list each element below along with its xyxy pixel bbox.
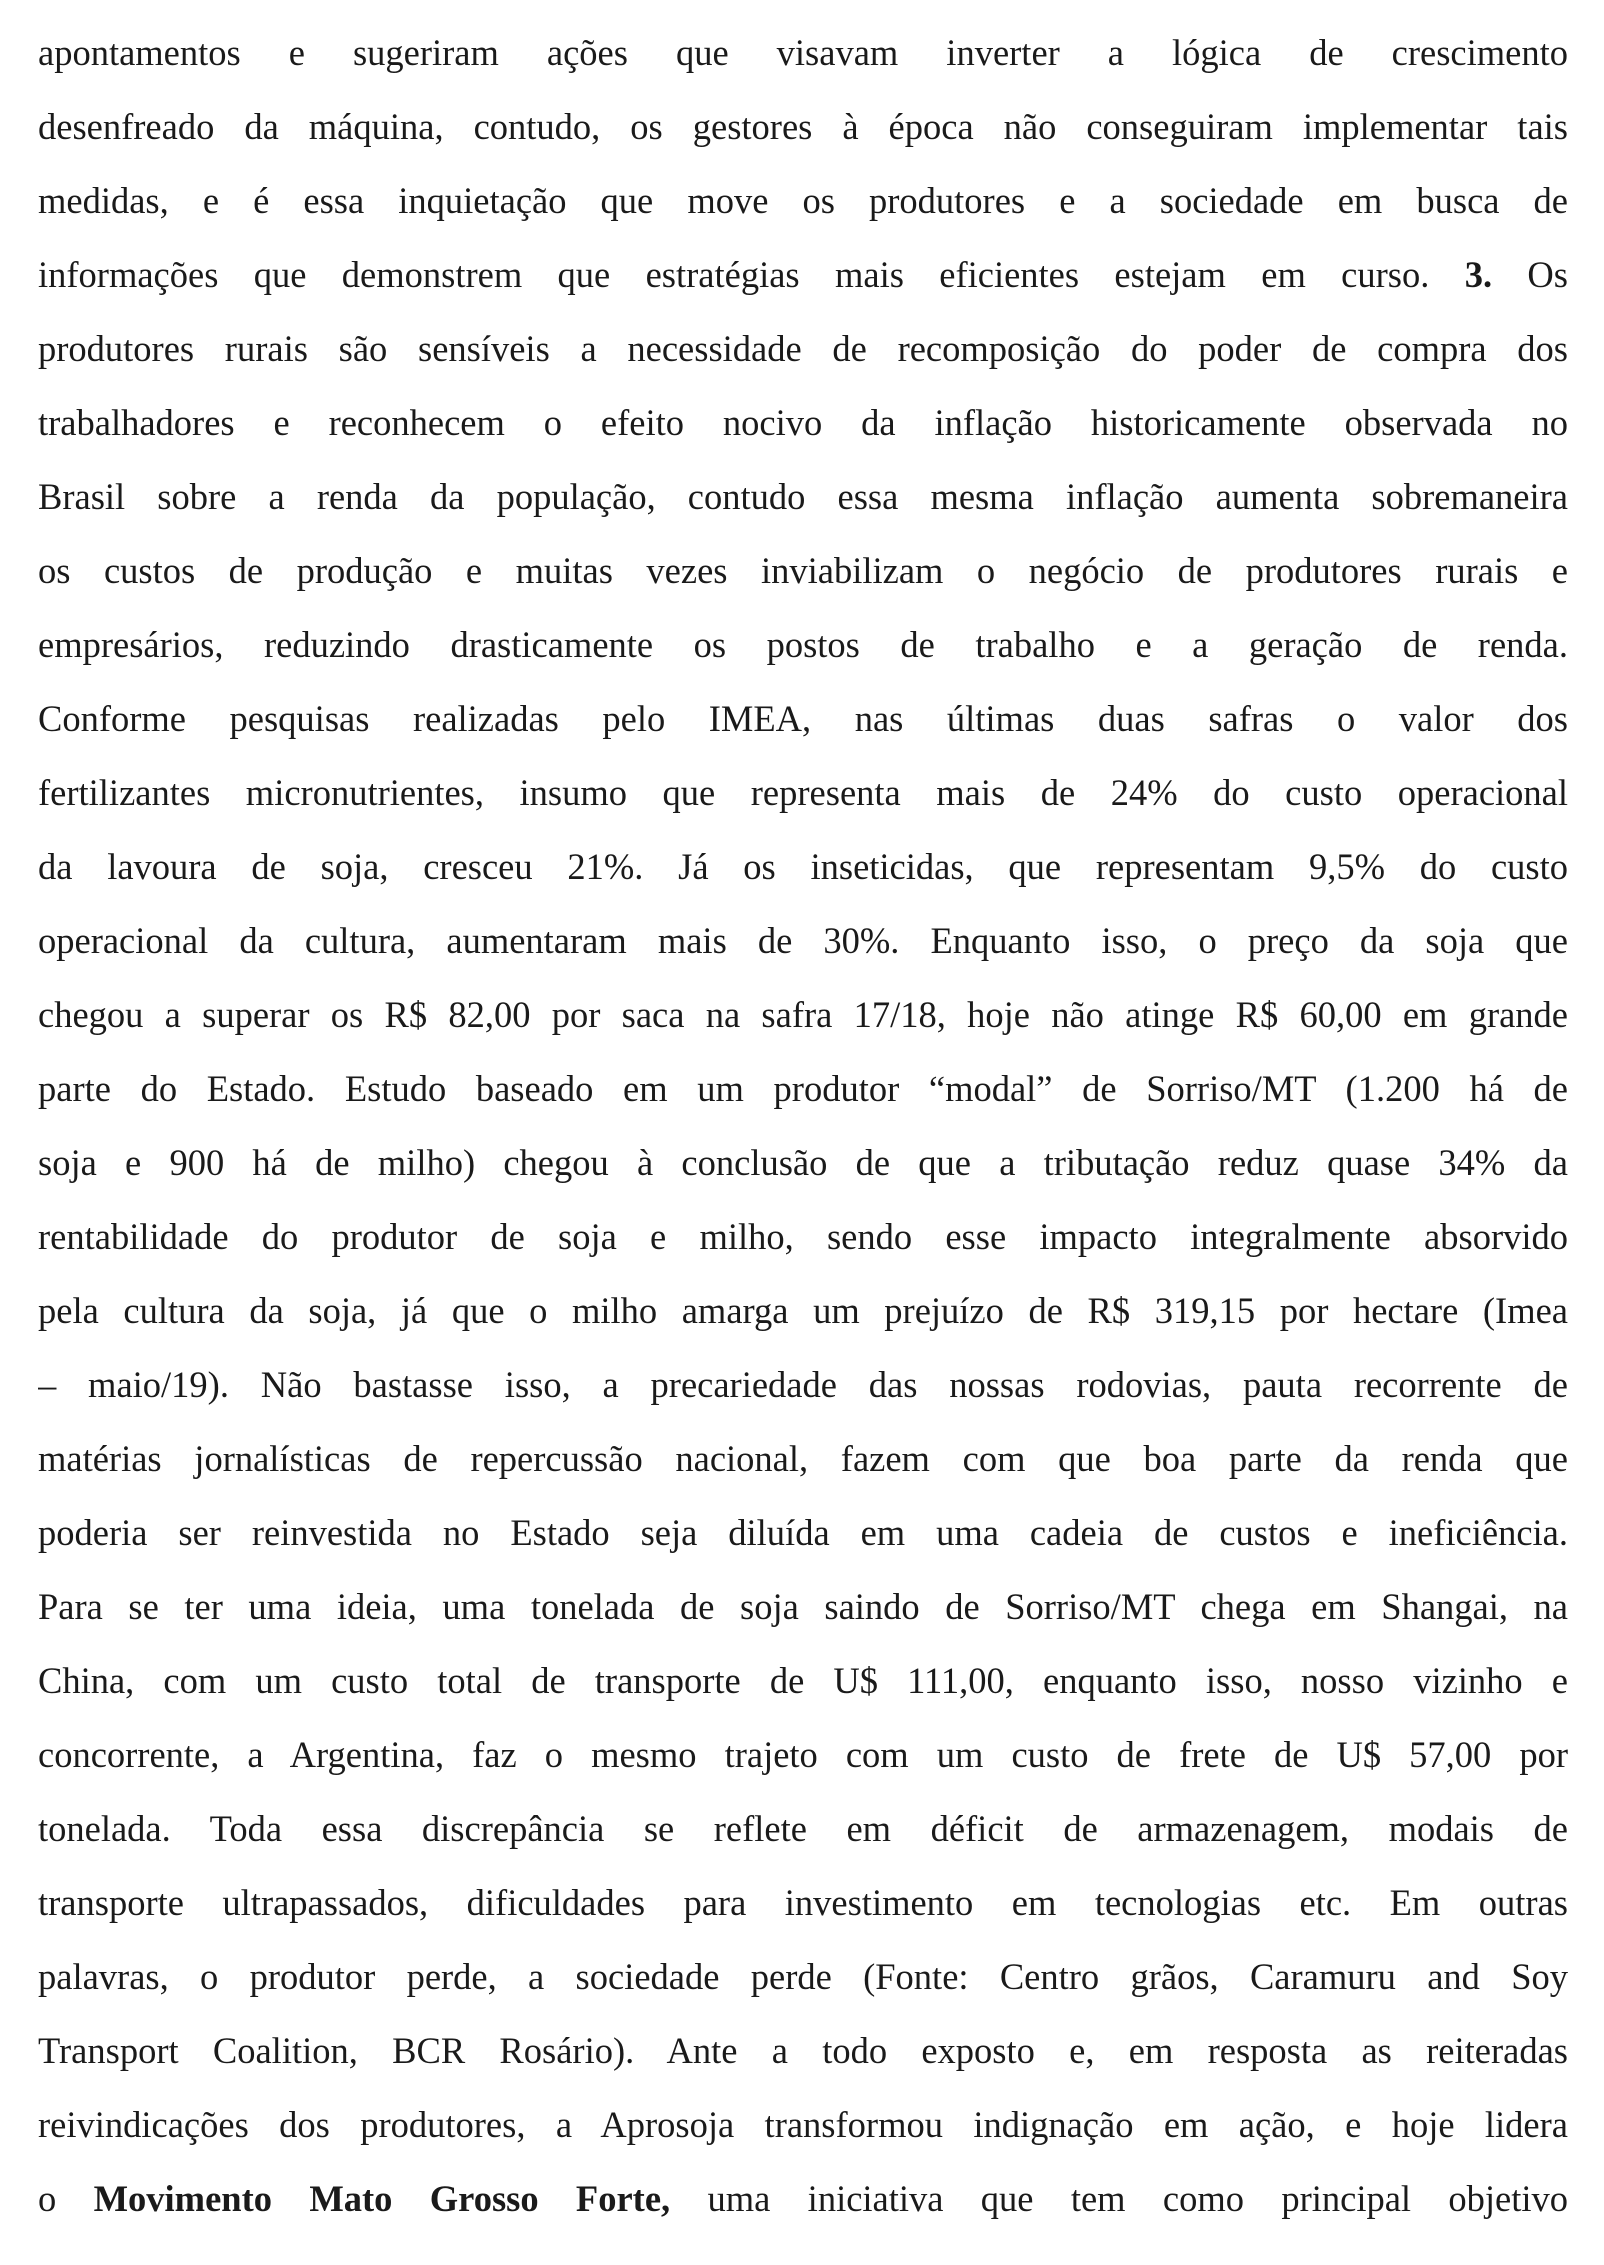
text-line bbox=[38, 904, 1568, 978]
text-run: Transport Coalition, BCR Rosário). Ante a todo exposto e, em resposta as reiteradas bbox=[38, 2030, 1568, 2071]
text-run: chegou a superar os R$ 82,00 por saca na safra 17/18, hoje não atinge R$ 60,00 em grande bbox=[38, 994, 1568, 1035]
text-line bbox=[38, 2162, 1568, 2236]
text-run: o bbox=[38, 2178, 94, 2219]
text-run: tonelada. Toda essa discrepância se reflete em déficit de armazenagem, modais de bbox=[38, 1808, 1568, 1849]
text-run: medidas, e é essa inquietação que move os produtores e a sociedade em busca de bbox=[38, 180, 1568, 221]
text-run: matérias jornalísticas de repercussão nacional, fazem com que boa parte da renda que bbox=[38, 1438, 1568, 1479]
bold-text-run: 3. bbox=[1464, 254, 1493, 295]
text-line bbox=[38, 1052, 1568, 1126]
text-line bbox=[38, 2088, 1568, 2162]
text-run: Os bbox=[1492, 254, 1568, 295]
text-line bbox=[38, 534, 1568, 608]
text-line bbox=[38, 1348, 1568, 1422]
text-line bbox=[38, 312, 1568, 386]
text-run: uma iniciativa que tem como principal objetivo bbox=[670, 2178, 1568, 2219]
text-run: trabalhadores e reconhecem o efeito nocivo da inflação historicamente observada no bbox=[38, 402, 1568, 443]
text-run: reivindicações dos produtores, a Aprosoja transformou indignação em ação, e hoje lidera bbox=[38, 2104, 1568, 2145]
text-line bbox=[38, 164, 1568, 238]
text-run: soja e 900 há de milho) chegou à conclusão de que a tributação reduz quase 34% da bbox=[38, 1142, 1568, 1183]
text-line bbox=[38, 1274, 1568, 1348]
document-body bbox=[38, 16, 1568, 2236]
text-run: os custos de produção e muitas vezes inviabilizam o negócio de produtores rurais e bbox=[38, 550, 1568, 591]
text-line bbox=[38, 682, 1568, 756]
text-run: palavras, o produtor perde, a sociedade perde (Fonte: Centro grãos, Caramuru and Soy bbox=[38, 1956, 1568, 1997]
text-run: empresários, reduzindo drasticamente os postos de trabalho e a geração de renda. bbox=[38, 624, 1568, 665]
text-line bbox=[38, 238, 1568, 312]
text-run: Conforme pesquisas realizadas pelo IMEA, nas últimas duas safras o valor dos bbox=[38, 698, 1568, 739]
text-run: Para se ter uma ideia, uma tonelada de soja saindo de Sorriso/MT chega em Shangai, na bbox=[38, 1586, 1568, 1627]
text-line bbox=[38, 460, 1568, 534]
text-run: produtores rurais são sensíveis a necessidade de recomposição do poder de compra dos bbox=[38, 328, 1568, 369]
text-run: informações que demonstrem que estratégias mais eficientes estejam em curso. bbox=[38, 254, 1465, 295]
text-line bbox=[38, 756, 1568, 830]
text-line bbox=[38, 90, 1568, 164]
text-run: Brasil sobre a renda da população, contudo essa mesma inflação aumenta sobremaneira bbox=[38, 476, 1568, 517]
text-line bbox=[38, 978, 1568, 1052]
text-run: da lavoura de soja, cresceu 21%. Já os inseticidas, que representam 9,5% do custo bbox=[38, 846, 1568, 887]
text-line bbox=[38, 1940, 1568, 2014]
text-line bbox=[38, 1570, 1568, 1644]
text-line bbox=[38, 608, 1568, 682]
text-run: rentabilidade do produtor de soja e milho, sendo esse impacto integralmente absorvido bbox=[38, 1216, 1568, 1257]
text-line bbox=[38, 1496, 1568, 1570]
text-line bbox=[38, 1126, 1568, 1200]
text-run: fertilizantes micronutrientes, insumo que representa mais de 24% do custo operacional bbox=[38, 772, 1568, 813]
text-line bbox=[38, 1644, 1568, 1718]
text-run: parte do Estado. Estudo baseado em um produtor “modal” de Sorriso/MT (1.200 há de bbox=[38, 1068, 1568, 1109]
text-line bbox=[38, 1200, 1568, 1274]
text-line bbox=[38, 1866, 1568, 1940]
text-line bbox=[38, 2014, 1568, 2088]
text-line bbox=[38, 1422, 1568, 1496]
text-run: poderia ser reinvestida no Estado seja diluída em uma cadeia de custos e ineficiência. bbox=[38, 1512, 1568, 1553]
text-run: operacional da cultura, aumentaram mais de 30%. Enquanto isso, o preço da soja que bbox=[38, 920, 1568, 961]
text-line bbox=[38, 1792, 1568, 1866]
text-line bbox=[38, 16, 1568, 90]
text-line bbox=[38, 1718, 1568, 1792]
text-run: concorrente, a Argentina, faz o mesmo trajeto com um custo de frete de U$ 57,00 por bbox=[38, 1734, 1568, 1775]
text-run: desenfreado da máquina, contudo, os gestores à época não conseguiram implementar tais bbox=[38, 106, 1568, 147]
text-run: apontamentos e sugeriram ações que visavam inverter a lógica de crescimento bbox=[38, 32, 1568, 73]
text-run: China, com um custo total de transporte de U$ 111,00, enquanto isso, nosso vizinho e bbox=[38, 1660, 1568, 1701]
text-line bbox=[38, 386, 1568, 460]
bold-text-run: Movimento Mato Grosso Forte, bbox=[93, 2178, 671, 2219]
text-line bbox=[38, 830, 1568, 904]
text-run: pela cultura da soja, já que o milho amarga um prejuízo de R$ 319,15 por hectare (Imea bbox=[38, 1290, 1568, 1331]
text-run: transporte ultrapassados, dificuldades para investimento em tecnologias etc. Em outras bbox=[38, 1882, 1568, 1923]
text-run: – maio/19). Não bastasse isso, a precariedade das nossas rodovias, pauta recorrente de bbox=[38, 1364, 1568, 1405]
